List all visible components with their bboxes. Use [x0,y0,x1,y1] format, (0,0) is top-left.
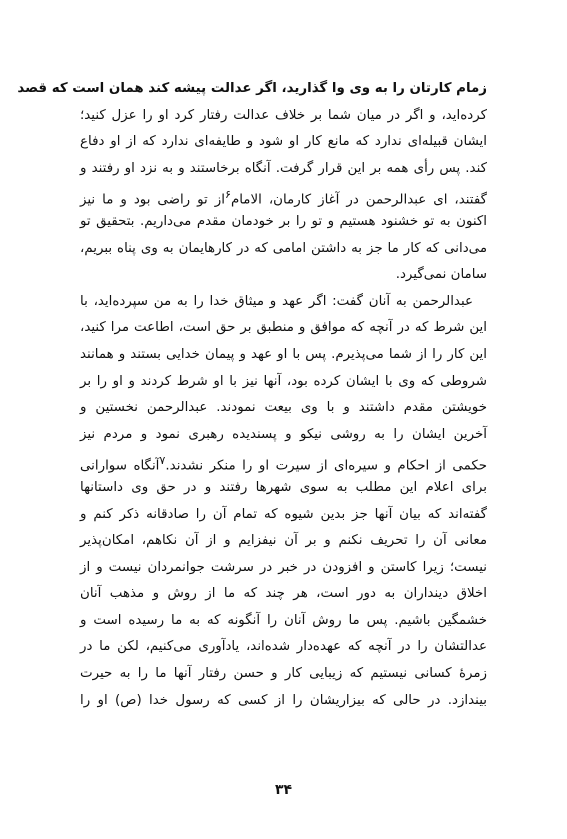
text-line-14: آخرین ایشان را به روشی نیکو و پسندیده رهبری نمود و مردم نیز [80,426,487,442]
line-segment: گفتند، ای عبدالرحمن در آغاز کارمان، الامام [230,192,487,208]
text-line-17: گفته‌اند که بیان آنها جز بدین شیوه که تمام آن را صادقانه ذکر کنم و [80,506,487,522]
body-text [17,76,487,714]
line-segment: از تو راضی بود و ما نیز [80,192,225,208]
text-line-7: می‌دانی که کار ما جز به داشتن امامی که در کارهایمان به وی پناه ببریم، [80,240,487,256]
text-line-21: خشمگین باشیم. پس ما روش آنان را آنگونه که به ما رسیده است و [80,612,487,628]
text-line-24: بیندازد. در حالی که بیزاریشان را از کسی که رسول خدا (ص) او را [80,692,487,708]
text-line-15 [80,448,487,475]
text-line-8: سامان نمی‌گیرد. [395,267,487,283]
bold-phrase: زمام کارتان را به وی وا گذارید، اگر عدالت پیشه کند همان است که قصد [17,81,487,96]
text-line-11: این کار را از شما می‌پذیرم. پس با او عهد و پیمان خدایی بستند و همانند [80,346,487,362]
text-line-10: این شرط که در آنچه که موافق و منطبق بر حق است، اطاعت مرا کنید، [80,320,487,336]
text-line-12: شروطی که وی با ایشان کرده بود، آنها نیز با او شرط کردند و او را بر [80,373,487,389]
text-line-22: عدالتشان را در آنچه که عهده‌دار شده‌اند، یادآوری می‌کنیم، لکن ما در [80,639,487,655]
text-line-2: کرده‌اید، و اگر در میان شما بر خلاف عدالت رفتار کرد او را عزل کنید؛ [80,107,487,123]
footnote-marker: ۷ [159,454,166,468]
text-line-19: نیست؛ زیرا کاستن و افزودن در خبر در سرشت جوانمردان نیست و از [80,559,487,575]
text-line-18: معانی آن را تحریف نکنم و بر آن نیفزایم و از آن نکاهم، امکان‌پذیر [80,533,487,549]
line-segment: حکمی از احکام و سیره‌ای از سیرت او را منکر نشدند. [165,458,487,474]
text-line-20: اخلاق دینداران به دور است، هر چند که ما از روش و مذهب آنان [80,586,487,602]
text-line-9: عبدالرحمن به آنان گفت: اگر عهد و میثاق خدا را به من سپرده‌اید، با [80,293,473,309]
text-line-6: اکنون به تو خشنود هستیم و تو را بر خودمان مقدم می‌داریم. بتحقیق تو [80,213,487,229]
text-line-13: خویشتن مقدم داشتند و با وی بیعت نمودند. عبدالرحمن نخستین و [80,400,487,416]
text-line-4: کند. پس رأی همه بر این قرار گرفت. آنگاه برخاستند و به نزد او رفتند و [80,160,487,176]
page-number: ۳۴ [274,782,293,798]
text-line-1 [17,76,487,103]
footnote-marker: ۶ [224,188,231,202]
text-line-16: برای اعلام این مطلب به سوی شهرها رفتند و در حق وی داستانها [80,479,487,495]
text-line-23: زمرهٔ کسانی نیستیم که زیبایی کار و حسن رفتار آنها ما را به حیرت [80,666,487,682]
line-segment: آنگاه سوارانی [80,458,160,474]
text-line-5 [80,182,487,209]
text-line-3: ایشان قبیله‌ای ندارد که مانع کار او شود و طایفه‌ای ندارد که از او دفاع [80,134,487,150]
